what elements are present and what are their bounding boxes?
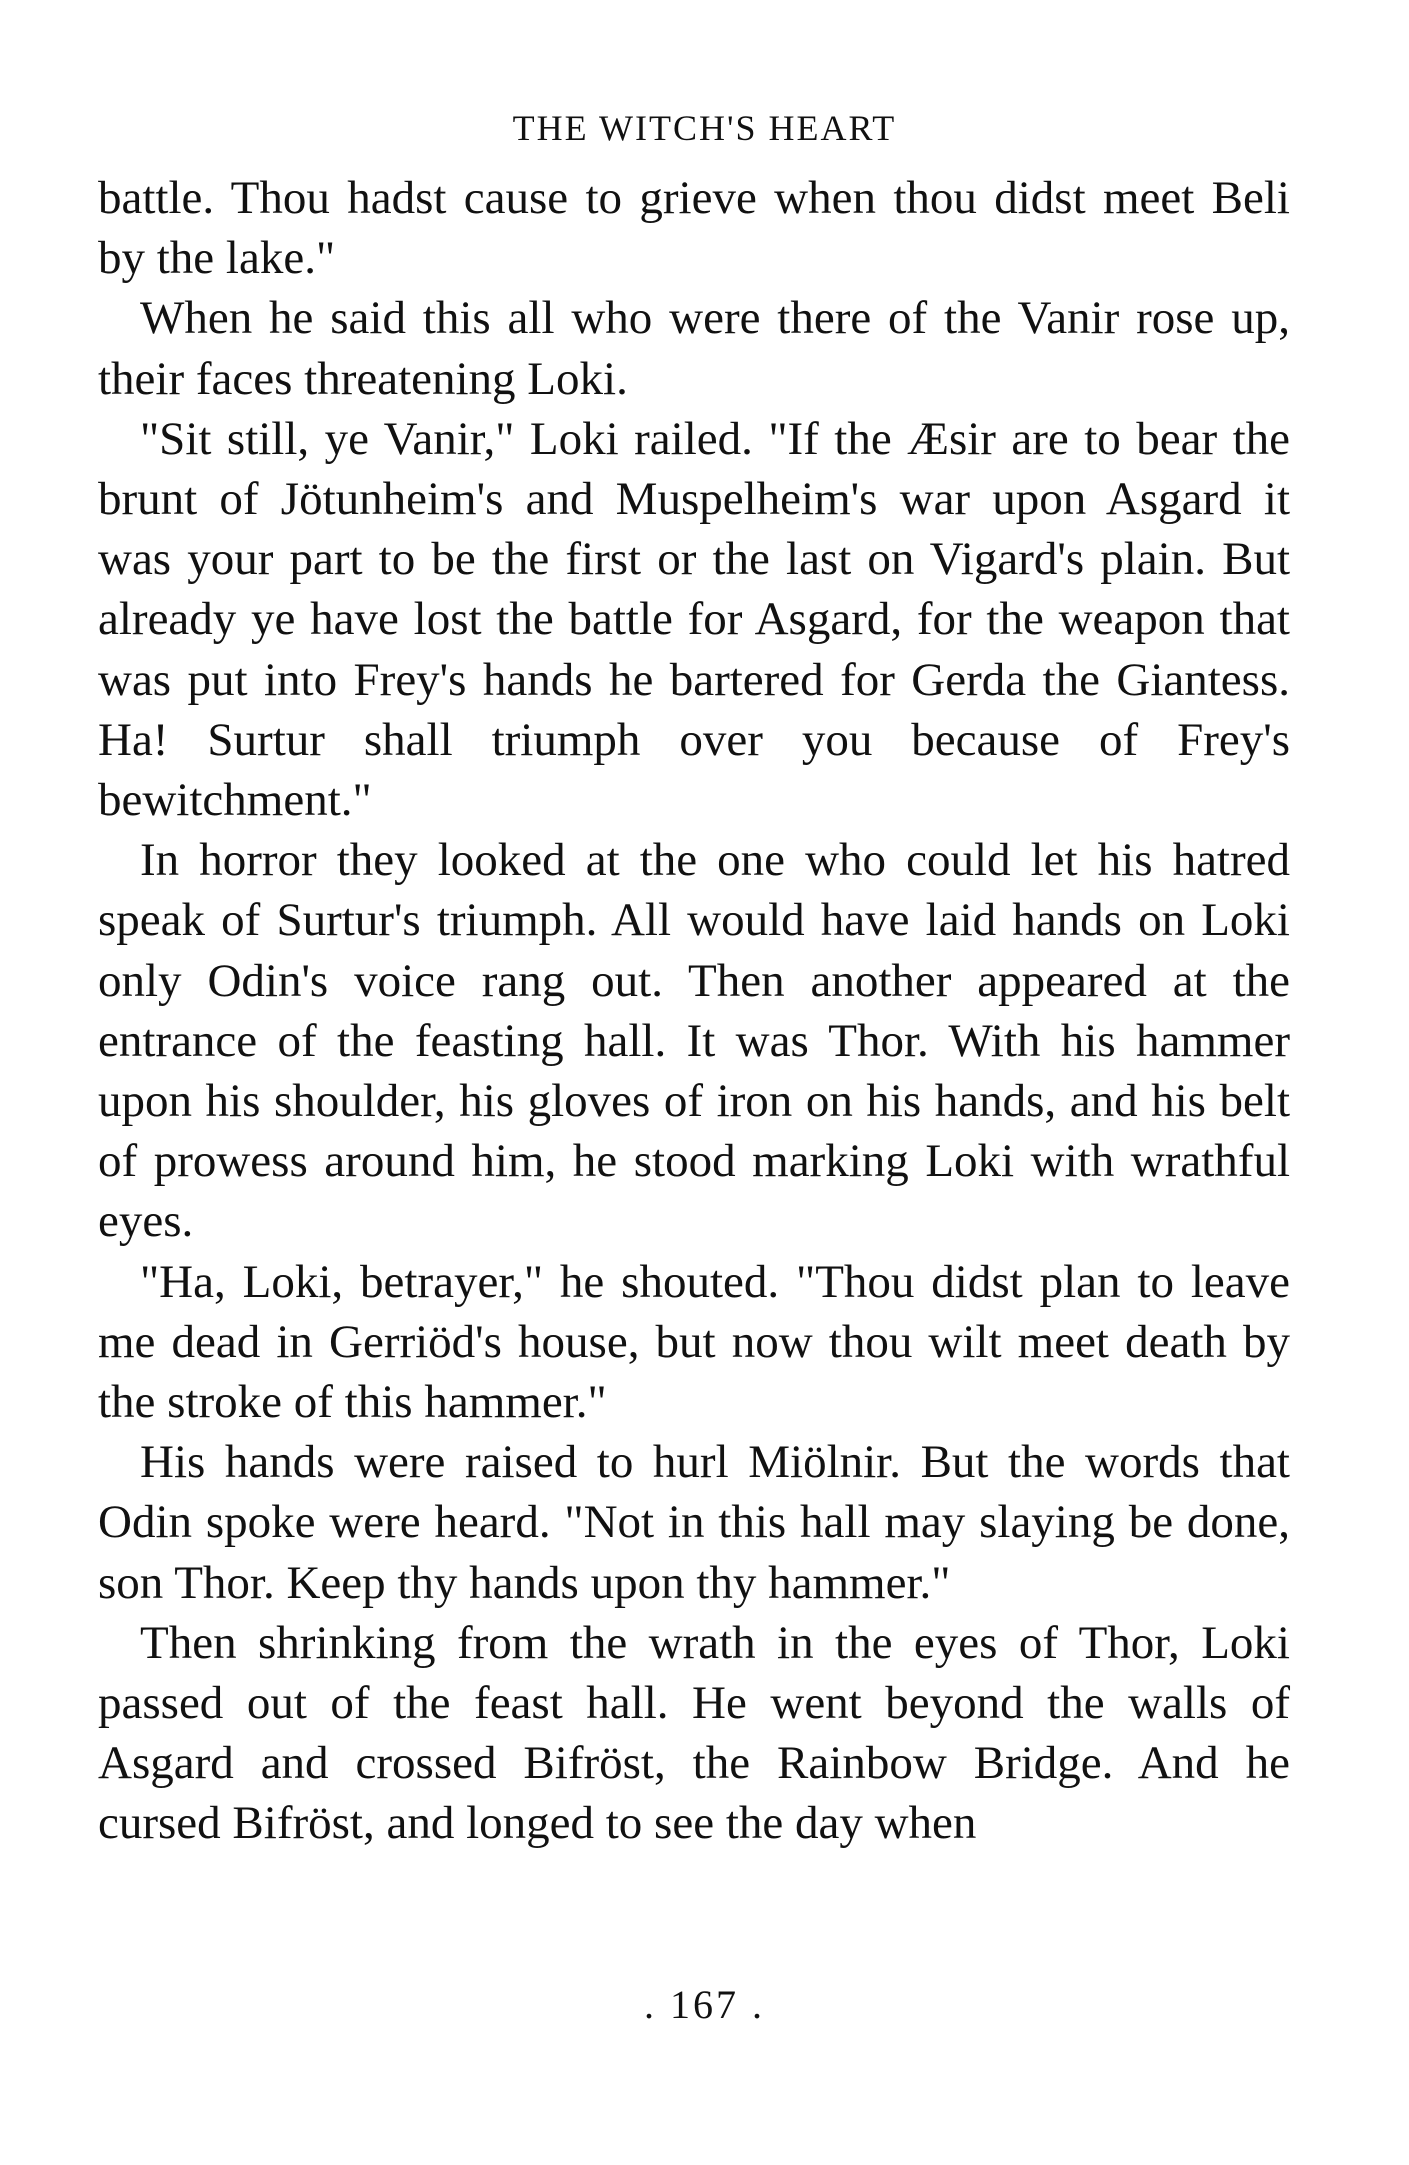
paragraph: Then shrinking from the wrath in the eyes of Thor, Loki passed out of the feast hall. He went beyond the walls of Asgard and crossed Bifröst, the Rainbow Bridge. And he cursed Bifröst, and longed to see the day when [98, 1616, 1290, 1850]
running-head: THE WITCH'S HEART [512, 108, 897, 148]
paragraph: In horror they looked at the one who could let his hatred speak of Surtur's triumph. All would have laid hands on Loki only Odin's voice rang out. Then another appeared at the entrance of the feasting hall. It was Thor. With his hammer upon his shoulder, his gloves of iron on his hands, and his belt of prowess around him, he stood marking Loki with wrathful eyes. [98, 834, 1290, 1248]
body-text [98, 168, 1290, 1854]
paragraph: When he said this all who were there of the Vanir rose up, their faces threatening Loki. [98, 292, 1290, 405]
paragraph: battle. Thou hadst cause to grieve when thou didst meet Beli by the lake." [98, 172, 1290, 285]
paragraph: "Sit still, ye Vanir," Loki railed. "If the Æsir are to bear the brunt of Jötunheim's and Muspelheim's war upon Asgard it was your part to be the first or the last on Vigard's plain. But already ye have lost the battle for Asgard, for the weapon that was put into Frey's hands he bartered for Gerda the Giantess. Ha! Surtur shall triumph over you because of Frey's bewitchment." [98, 412, 1290, 827]
paragraph: His hands were raised to hurl Miölnir. But the words that Odin spoke were heard. "Not in this hall may slaying be done, son Thor. Keep thy hands upon thy hammer." [98, 1436, 1290, 1609]
paragraph: "Ha, Loki, betrayer," he shouted. "Thou didst plan to leave me dead in Gerriöd's house, but now thou wilt meet death by the stroke of this hammer." [98, 1255, 1290, 1429]
page-number: . 167 . [644, 1982, 765, 2027]
